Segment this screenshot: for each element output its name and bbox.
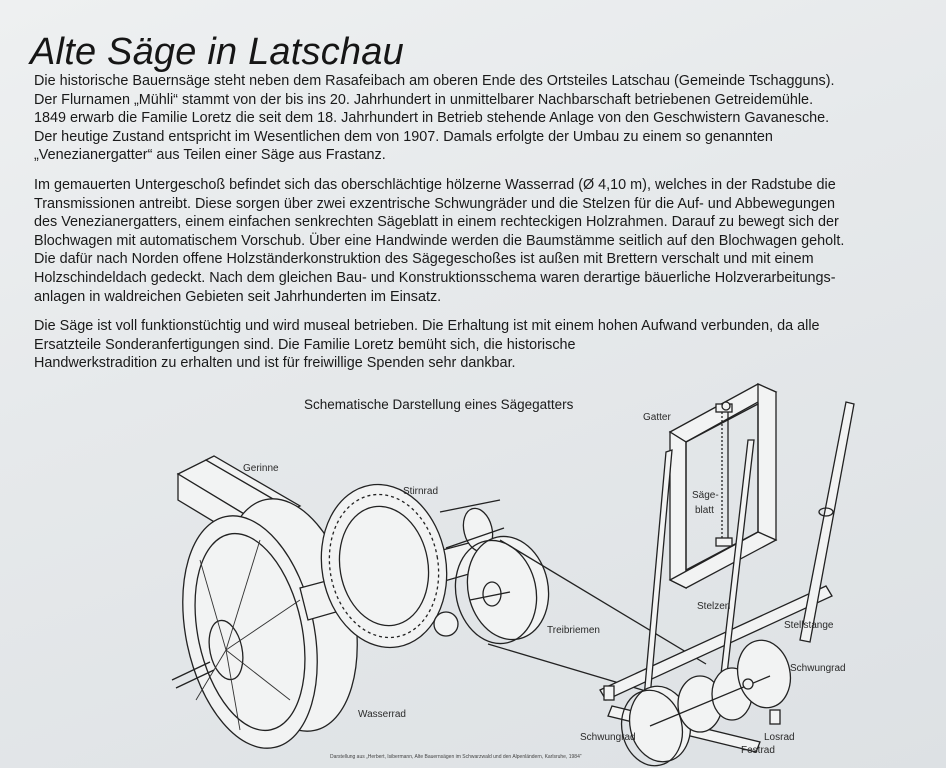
text-line: des Venezianergatters, einem einfachen senkrechten Sägeblatt in einem rechteckigen Holzrahmen. Darauf zu bewegt sich der (34, 214, 839, 231)
text-line: Transmissionen antreibt. Diese sorgen über zwei exzentrische Schwungräder und die Stelzen für die Auf- und Abbewegungen (34, 195, 836, 212)
text-line: Die Säge ist voll funktionstüchtig und wird museal betrieben. Die Erhaltung ist mit einem hohen Aufwand verbunden, da alle (34, 318, 820, 335)
text-line: Blochwagen mit automatischem Vorschub. Über eine Handwinde werden die Baumstämme seitlich auf den Blochwagen geholt. (34, 232, 845, 249)
label-wasserrad: Wasserrad (358, 709, 406, 720)
saw-frame-drawing (670, 384, 776, 588)
label-treibriemen: Treibriemen (547, 625, 600, 636)
label-saegeblatt-line1: Säge- (692, 490, 719, 501)
label-saegeblatt-line2: blatt (695, 505, 714, 516)
label-gerinne: Gerinne (243, 463, 279, 474)
label-schwungrad-right: Schwungrad (790, 663, 846, 674)
label-stelzen: Stelzen (697, 601, 731, 612)
label-gatter: Gatter (643, 412, 671, 423)
label-schwungrad-bottom: Schwungrad (580, 732, 636, 743)
text-line: Die historische Bauernsäge steht neben dem Rasafeibach am oberen Ende des Ortsteiles Latschau (Gemeinde Tschagguns). (34, 73, 835, 89)
text-line: Die dafür nach Norden offene Holzständerkonstruktion des Sägegeschoßes ist außen mit Brettern verschalt und mit einem (34, 251, 814, 268)
text-line: Holzschindeldach gedeckt. Nach dem gleichen Bau- und Konstruktionsschema waren derartige bäuerliche Holzverarbeitungs- (34, 269, 836, 286)
label-stellstange: Stellstange (784, 620, 834, 631)
text-line: Der heutige Zustand entspricht im Wesentlichen dem von 1907. Damals erfolgte der Umbau zu einem so genannten (34, 128, 773, 145)
text-line: Im gemauerten Untergeschoß befindet sich das oberschlächtige hölzerne Wasserrad (Ø 4,10 m), welches in der Radstube die (34, 176, 836, 193)
text-line: Der Flurnamen „Mühli“ stammt von der bis ins 20. Jahrhundert in unmittelbarer Nachbarschaft betriebenen Getreidemühle. (34, 91, 814, 108)
text-line: 1849 erwarb die Familie Loretz die seit dem 18. Jahrhundert in Betrieb stehende Anlage von den Geschwistern Gavanesche. (34, 110, 830, 127)
text-line: Ersatzteile Sonderanfertigungen sind. Die Familie Loretz bemüht sich, die historische (34, 336, 576, 353)
label-stirnrad: Stirnrad (403, 486, 439, 497)
diagram-credit: Darstellung aus „Herbert, Isibermann, Alte Bauernsägen im Schwarzwald und den Alpenländern, Karlsruhe, 1984“ (330, 754, 582, 760)
sign-title: Alte Säge in Latschau (30, 31, 404, 74)
label-losrad: Losrad (764, 732, 795, 743)
text-line: „Venezianergatter“ aus Teilen einer Säge aus Frastanz. (34, 147, 386, 164)
text-line: anlagen in waldreichen Gebieten seit Jahrhunderten im Einsatz. (34, 288, 442, 305)
label-festrad: Festrad (741, 745, 775, 756)
text-line: Handwerkstradition zu erhalten und ist für freiwillige Spenden sehr dankbar. (34, 355, 516, 372)
diagram-title: Schematische Darstellung eines Sägegatters (304, 397, 574, 412)
belt-pulley-drawing (446, 529, 706, 700)
